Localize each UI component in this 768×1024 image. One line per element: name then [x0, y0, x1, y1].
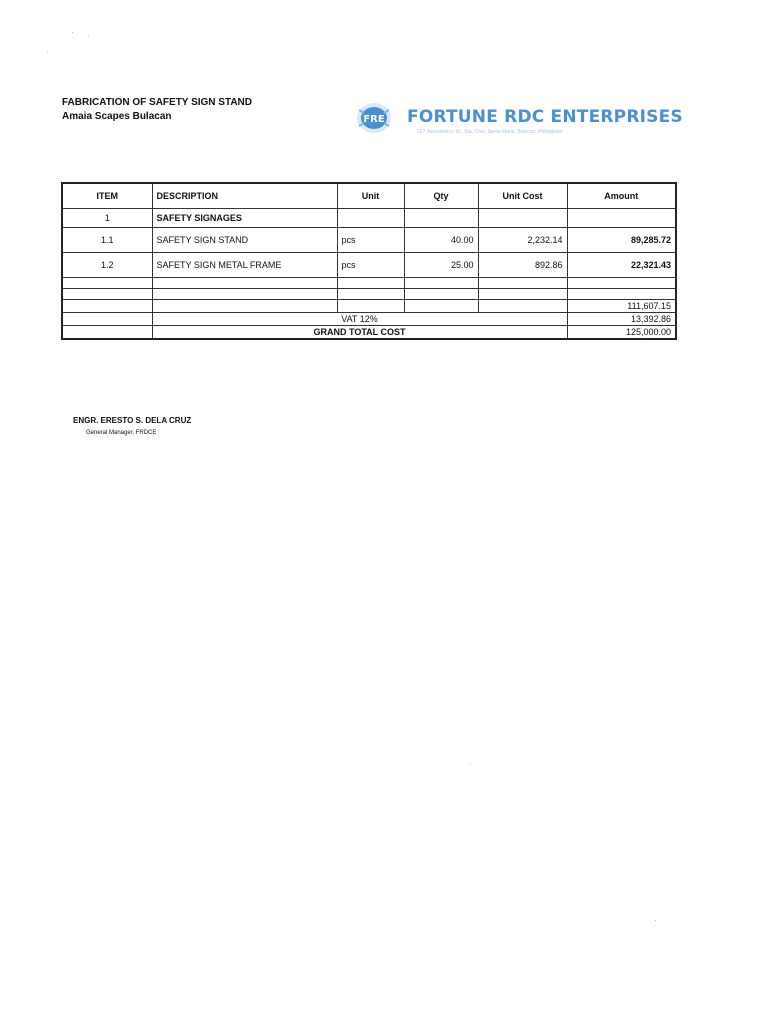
- row-amount: 89,285.72: [567, 228, 676, 253]
- vat-amount: 13,392.86: [567, 313, 676, 326]
- row-unit-cost: 892.86: [478, 253, 567, 278]
- subtotal-row: [62, 300, 676, 313]
- table-row: [62, 253, 676, 278]
- quotation-table: [61, 182, 677, 340]
- company-badge-icon: [355, 101, 393, 135]
- header-qty: Qty: [404, 183, 478, 209]
- row-description: SAFETY SIGN METAL FRAME: [152, 253, 337, 278]
- svg-text:FRE: FRE: [363, 114, 385, 125]
- grand-total-label: GRAND TOTAL COST: [152, 326, 567, 340]
- vat-row: [62, 313, 676, 326]
- group-item: 1: [62, 209, 152, 228]
- header-amount: Amount: [567, 183, 676, 209]
- signatory-title: General Manager, FRDCE: [86, 430, 157, 436]
- group-description: SAFETY SIGNAGES: [152, 209, 337, 228]
- row-unit: pcs: [337, 253, 404, 278]
- grand-total-amount: 125,000.00: [567, 326, 676, 340]
- row-item: 1.1: [62, 228, 152, 253]
- group-row: [62, 209, 676, 228]
- subtotal-amount: 111,607.15: [567, 300, 676, 313]
- project-title: FABRICATION OF SAFETY SIGN STAND: [62, 97, 253, 108]
- header-unit-cost: Unit Cost: [478, 183, 567, 209]
- signatory-name: ENGR. ERESTO S. DELA CRUZ: [73, 416, 192, 425]
- grand-total-row: [62, 326, 676, 340]
- row-amount: 22,321.43: [567, 253, 676, 278]
- table-header-row: [62, 183, 676, 209]
- row-qty: 25.00: [404, 253, 478, 278]
- row-qty: 40.00: [404, 228, 478, 253]
- row-unit-cost: 2,232.14: [478, 228, 567, 253]
- company-logo: [355, 101, 683, 137]
- header-item: ITEM: [62, 183, 152, 209]
- table-row: [62, 228, 676, 253]
- company-address: 527 Jesusmarco St., Sta. Cruz, Santa Maria, Bulacan, Philippines: [417, 129, 563, 135]
- header-unit: Unit: [337, 183, 404, 209]
- project-location: Amaia Scapes Bulacan: [62, 111, 172, 122]
- blank-row: [62, 289, 676, 300]
- blank-row: [62, 278, 676, 289]
- company-name: FORTUNE RDC ENTERPRISES: [407, 107, 683, 127]
- header-description: DESCRIPTION: [152, 183, 337, 209]
- project-header: [62, 96, 252, 124]
- row-item: 1.2: [62, 253, 152, 278]
- row-description: SAFETY SIGN STAND: [152, 228, 337, 253]
- row-unit: pcs: [337, 228, 404, 253]
- vat-label: VAT 12%: [152, 313, 567, 326]
